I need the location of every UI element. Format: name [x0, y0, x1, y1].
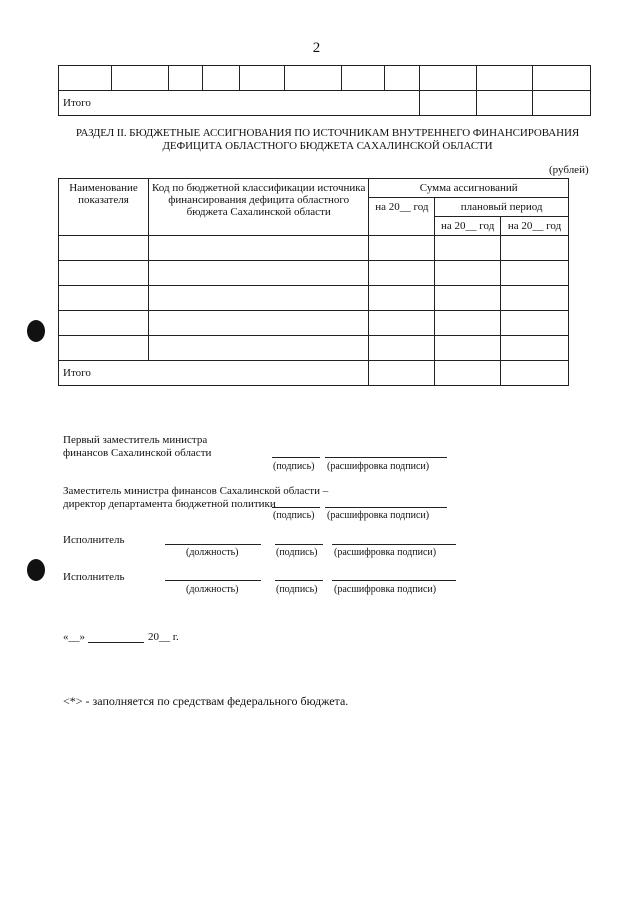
decoding-line — [325, 457, 447, 458]
header-sum: Сумма ассигнований — [369, 179, 569, 198]
section-title: РАЗДЕЛ II. БЮДЖЕТНЫЕ АССИГНОВАНИЯ ПО ИСТОЧНИКАМ ВНУТРЕННЕГО ФИНАНСИРОВАНИЯ ДЕФИЦИТА ОБЛАСТНОГО БЮДЖЕТА САХАЛИНСКОЙ ОБЛАСТИ — [75, 127, 580, 152]
signature-caption: (подпись) — [273, 461, 315, 472]
table-row — [59, 236, 569, 261]
first-deputy-title: Первый заместитель министра финансов Сахалинской области — [63, 434, 212, 459]
page-number: 2 — [312, 40, 321, 56]
header-year: на 20__ год — [369, 198, 435, 236]
total-label: Итого — [59, 91, 420, 116]
date-year: 20__ г. — [148, 631, 179, 643]
total-row — [59, 361, 569, 386]
position-caption: (должность) — [186, 584, 239, 595]
header-plan: плановый период — [435, 198, 569, 217]
header-code: Код по бюджетной классификации источника финансирования дефицита областного бюджета Сахалинской области — [148, 179, 368, 236]
total-row — [59, 91, 591, 116]
decoding-line — [325, 507, 447, 508]
date-day: «__» — [63, 631, 85, 643]
table-row — [59, 261, 569, 286]
decoding-line — [332, 544, 456, 545]
position-line — [165, 544, 261, 545]
punch-hole — [27, 559, 45, 581]
signature-caption: (подпись) — [273, 510, 315, 521]
punch-hole — [27, 320, 45, 342]
table-row — [59, 66, 591, 91]
decoding-caption: (расшифровка подписи) — [334, 547, 437, 558]
deputy-title: Заместитель министра финансов Сахалинской области – директор департамента бюджетной политики — [63, 485, 329, 510]
table-row — [59, 311, 569, 336]
position-caption: (должность) — [186, 547, 239, 558]
date-month-line — [88, 642, 144, 643]
decoding-caption: (расшифровка подписи) — [327, 510, 430, 521]
decoding-caption: (расшифровка подписи) — [334, 584, 437, 595]
continuation-table — [58, 65, 591, 116]
header-plan-year1: на 20__ год — [435, 217, 501, 236]
header-name: Наименование показателя — [59, 179, 149, 236]
signature-line — [275, 544, 323, 545]
signature-caption: (подпись) — [276, 584, 318, 595]
decoding-line — [332, 580, 456, 581]
position-line — [165, 580, 261, 581]
header-plan-year2: на 20__ год — [501, 217, 569, 236]
footnote: <*> - заполняется по средствам федерального бюджета. — [63, 694, 349, 708]
signature-line — [275, 580, 323, 581]
signature-caption: (подпись) — [276, 547, 318, 558]
executor-label: Исполнитель — [63, 534, 125, 546]
decoding-caption: (расшифровка подписи) — [327, 461, 430, 472]
table-row — [59, 336, 569, 361]
unit-label: (рублей) — [549, 164, 589, 176]
signature-line — [272, 507, 320, 508]
table-row — [59, 286, 569, 311]
signature-line — [272, 457, 320, 458]
executor-label: Исполнитель — [63, 571, 125, 583]
total-label: Итого — [59, 361, 369, 386]
budget-table — [58, 178, 569, 386]
